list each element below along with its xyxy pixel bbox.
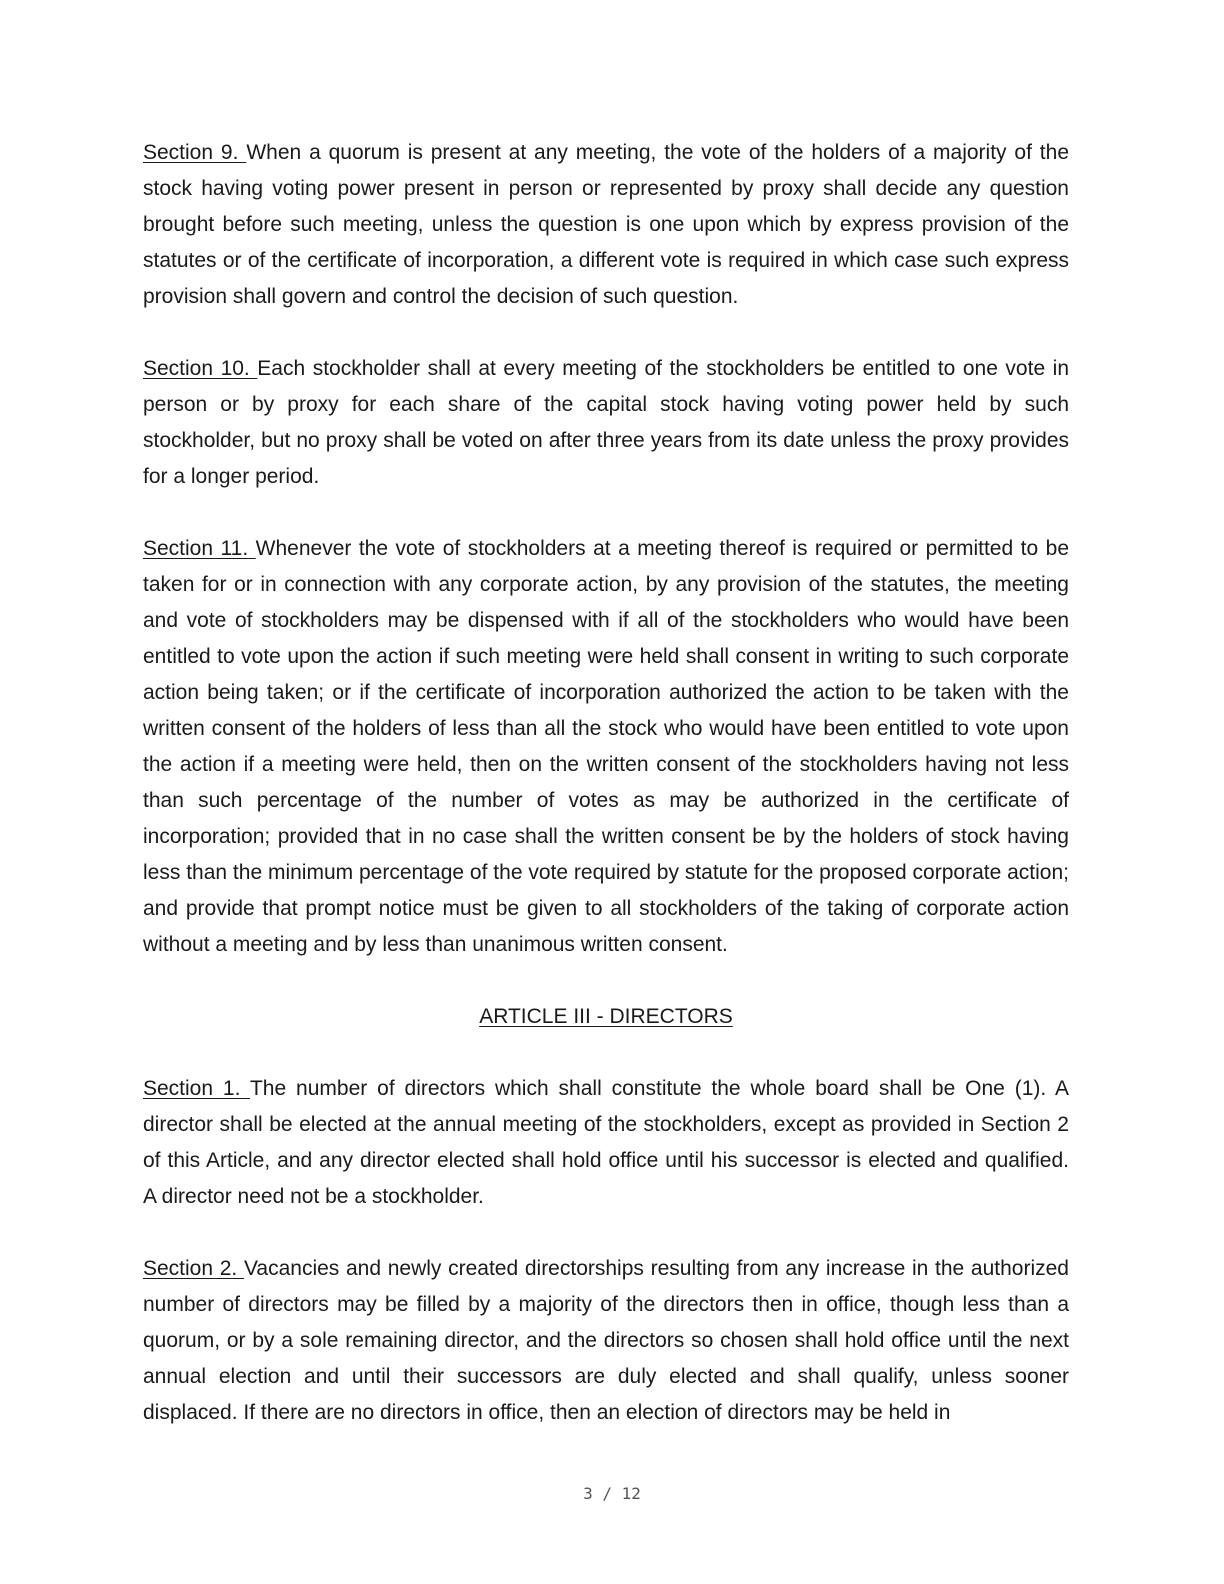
- article3-section-1-label: Section 1.: [143, 1077, 250, 1100]
- section-9-paragraph: [143, 135, 1069, 315]
- section-11-paragraph: [143, 531, 1069, 963]
- section-9-label: Section 9.: [143, 141, 247, 164]
- section-9-text: When a quorum is present at any meeting, the vote of the holders of a majority of the stock having voting power present in person or represented by proxy shall decide any question brought before such meeting, unless the question is one upon which by express provision of the statutes or of the certificate of incorporation, a different vote is required in which case such express provision shall govern and control the decision of such question.: [143, 141, 1069, 308]
- section-11-label: Section 11.: [143, 537, 256, 560]
- section-10-text: Each stockholder shall at every meeting of the stockholders be entitled to one vote in person or by proxy for each share of the capital stock having voting power held by such stockholder, but no proxy shall be voted on after three years from its date unless the proxy provides for a longer period.: [143, 357, 1069, 488]
- article3-section-2-text: Vacancies and newly created directorships resulting from any increase in the authorized number of directors may be filled by a majority of the directors then in office, though less than a quorum, or by a sole remaining director, and the directors so chosen shall hold office until the next annual election and until their successors are duly elected and shall qualify, unless sooner displaced. If there are no directors in office, then an election of directors may be held in: [143, 1257, 1069, 1424]
- section-11-text: Whenever the vote of stockholders at a meeting thereof is required or permitted to be taken for or in connection with any corporate action, by any provision of the statutes, the meeting and vote of stockholders may be dispensed with if all of the stockholders who would have been entitled to vote upon the action if such meeting were held shall consent in writing to such corporate action being taken; or if the certificate of incorporation authorized the action to be taken with the written consent of the holders of less than all the stock who would have been entitled to vote upon the action if a meeting were held, then on the written consent of the stockholders having not less than such percentage of the number of votes as may be authorized in the certificate of incorporation; provided that in no case shall the written consent be by the holders of stock having less than the minimum percentage of the vote required by statute for the proposed corporate action; and provide that prompt notice must be given to all stockholders of the taking of corporate action without a meeting and by less than unanimous written consent.: [143, 537, 1069, 956]
- article-heading: [143, 999, 1069, 1035]
- article-heading-text: ARTICLE III - DIRECTORS: [479, 1005, 733, 1028]
- document-page: [143, 135, 1069, 1467]
- article3-section-2-paragraph: [143, 1251, 1069, 1431]
- article3-section-1-paragraph: [143, 1071, 1069, 1215]
- page-number-indicator: 3 / 12: [583, 1484, 641, 1503]
- article3-section-1-text: The number of directors which shall constitute the whole board shall be One (1). A director shall be elected at the annual meeting of the stockholders, except as provided in Section 2 of this Article, and any director elected shall hold office until his successor is elected and qualified. A director need not be a stockholder.: [143, 1077, 1069, 1208]
- section-10-paragraph: [143, 351, 1069, 495]
- section-10-label: Section 10.: [143, 357, 258, 380]
- article3-section-2-label: Section 2.: [143, 1257, 244, 1280]
